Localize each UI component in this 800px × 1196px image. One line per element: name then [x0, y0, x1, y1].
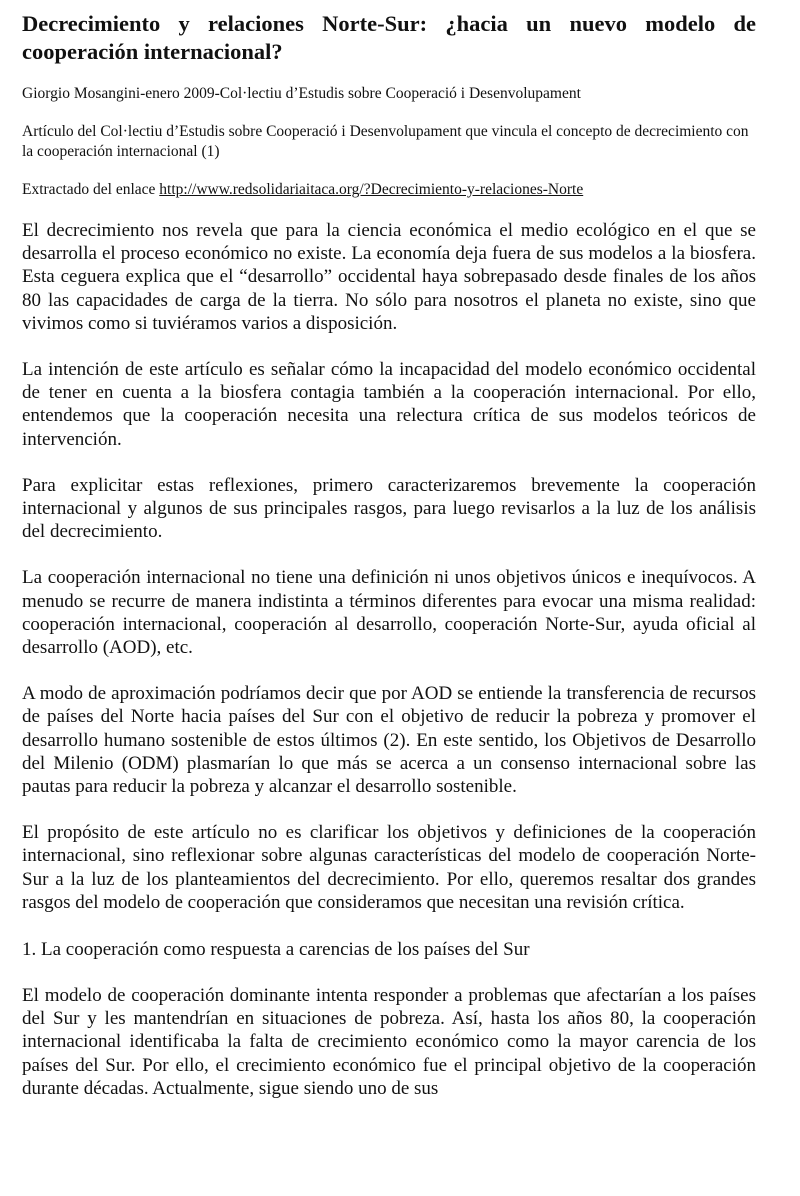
source-prefix: Extractado del enlace — [22, 181, 160, 198]
paragraph-3: Para explicitar estas reflexiones, primero caracterizaremos brevemente la cooperación internacional y algunos de sus principales rasgos, para luego revisarlos a la luz de los análisis del decrecimiento. — [22, 474, 756, 543]
paragraph-1: El decrecimiento nos revela que para la ciencia económica el medio ecológico en el que se desarrolla el proceso económico no existe. La economía deja fuera de sus modelos a la biosfera. Esta ceguera explica que el “desarrollo” occidental haya sobrepasado desde finales de los años 80 las capacidades de carga de la tierra. No sólo para nosotros el planeta no existe, sino que vivimos como si tuviéramos varios a disposición. — [22, 220, 756, 334]
source-line — [22, 180, 756, 200]
paragraph-2: La intención de este artículo es señalar cómo la incapacidad del modelo económico occidental de tener en cuenta a la biosfera contagia también a la cooperación internacional. Por ello, entendemos que la cooperación necesita una relectura crítica de sus modelos teóricos de intervención. — [22, 359, 756, 450]
article-summary: Artículo del Col·lectiu d’Estudis sobre Cooperació i Desenvolupament que vincula el concepto de decrecimiento con la cooperación internacional (1) — [22, 123, 749, 160]
article-byline: Giorgio Mosangini-enero 2009-Col·lectiu d’Estudis sobre Cooperació i Desenvolupament — [22, 85, 581, 102]
document-page — [22, 0, 756, 1100]
paragraph-6: El propósito de este artículo no es clarificar los objetivos y definiciones de la cooperación internacional, sino reflexionar sobre algunas características del modelo de cooperación Norte-Sur a la luz de los planteamientos del decrecimiento. Por ello, queremos resaltar dos grandes rasgos del modelo de cooperación que consideramos que necesitan una revisión crítica. — [22, 822, 756, 913]
article-title: Decrecimiento y relaciones Norte-Sur: ¿hacia un nuevo modelo de cooperación internacional? — [22, 11, 756, 64]
paragraph-4: La cooperación internacional no tiene una definición ni unos objetivos únicos e inequívocos. A menudo se recurre de manera indistinta a términos diferentes para evocar una misma realidad: cooperación internacional, cooperación al desarrollo, cooperación Norte-Sur, ayuda oficial al desarrollo (AOD), etc. — [22, 567, 756, 659]
source-link[interactable]: http://www.redsolidariaitaca.org/?Decrecimiento-y-relaciones-Norte — [159, 181, 584, 198]
section-1-heading: 1. La cooperación como respuesta a carencias de los países del Sur — [22, 939, 530, 961]
paragraph-5: A modo de aproximación podríamos decir que por AOD se entiende la transferencia de recursos de países del Norte hacia países del Sur con el objetivo de reducir la pobreza y promover el desarrollo humano sostenible de estos últimos (2). En este sentido, los Objetivos de Desarrollo del Milenio (ODM) plasmarían lo que más se acerca a un consenso internacional sobre las pautas para reducir la pobreza y alcanzar el desarrollo sostenible. — [22, 683, 756, 798]
section-1-paragraph: El modelo de cooperación dominante intenta responder a problemas que afectarían a los países del Sur y les mantendrían en situaciones de pobreza. Así, hasta los años 80, la cooperación internacional identificaba la falta de crecimiento económico como la mayor carencia de los países del Sur. Por ello, el crecimiento económico fue el principal objetivo de la cooperación durante décadas. Actualmente, sigue siendo uno de sus — [22, 985, 756, 1099]
